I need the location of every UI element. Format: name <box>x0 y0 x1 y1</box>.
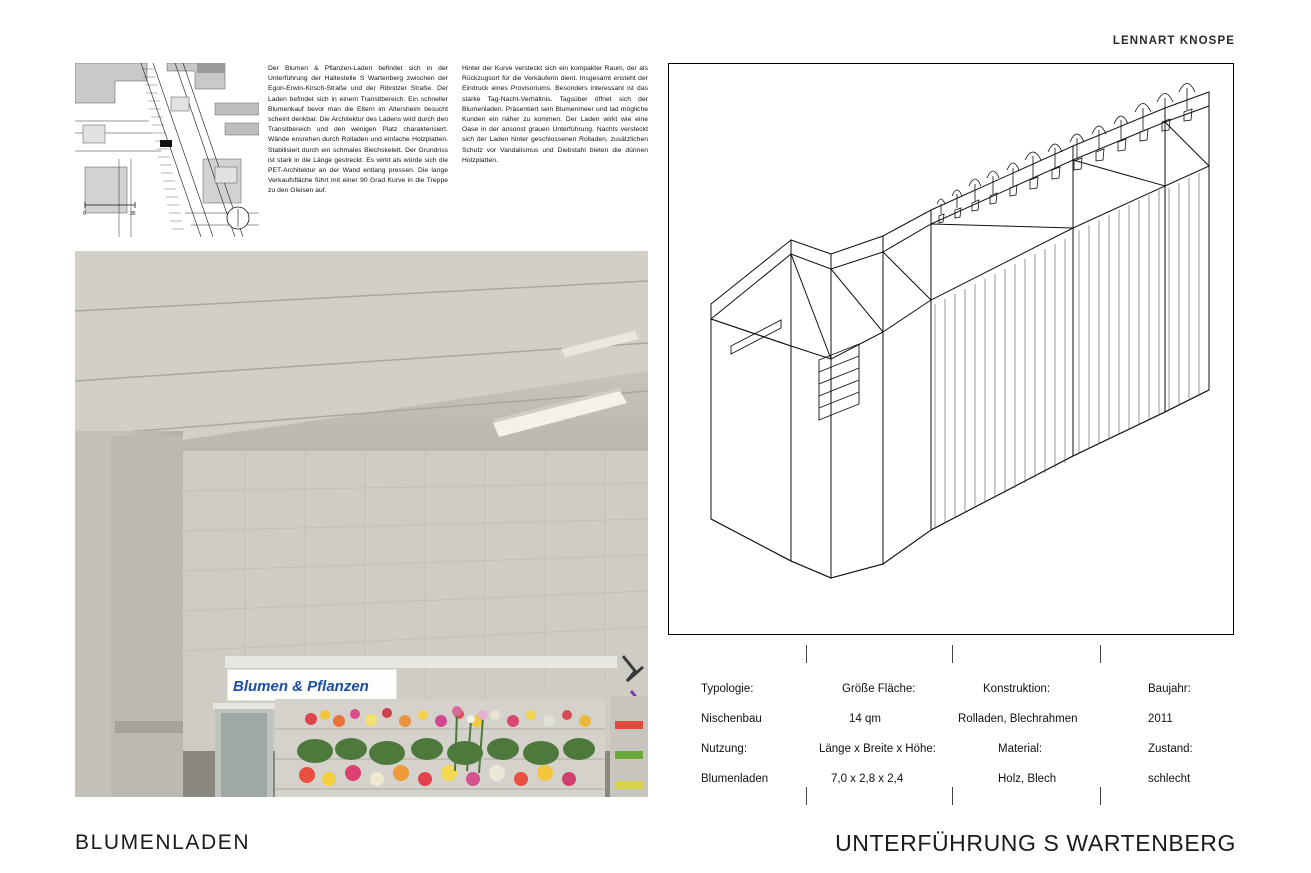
flower-shop-photo <box>75 251 648 797</box>
cell-material-value: Holz, Blech <box>998 773 1057 785</box>
cell-baujahr-label: Baujahr: <box>1148 683 1191 695</box>
cell-nutzung-label: Nutzung: <box>701 743 748 755</box>
cell-zustand-label: Zustand: <box>1148 743 1193 755</box>
svg-text:Blumen & Pflanzen: Blumen & Pflanzen <box>233 678 369 695</box>
cell-material-label: Material: <box>998 743 1043 755</box>
cell-baujahr-value: 2011 <box>1148 713 1173 725</box>
cell-konstruktion-label: Konstruktion: <box>983 683 1051 695</box>
author-name: LENNART KNOSPE <box>1112 35 1235 47</box>
table-divider <box>952 645 953 663</box>
cell-konstruktion-value: Rolladen, Blechrahmen <box>958 713 1078 725</box>
cell-typologie-value: Nischenbau <box>701 713 762 725</box>
project-title: BLUMENLADEN <box>75 831 251 854</box>
north-marker-icon <box>227 207 249 229</box>
table-divider <box>1100 645 1101 663</box>
plant-row <box>937 84 1195 224</box>
location-title: UNTERFÜHRUNG S WARTENBERG <box>835 830 1236 856</box>
cell-nutzung-value: Blumenladen <box>701 773 769 785</box>
cell-dimensions-value: 7,0 x 2,8 x 2,4 <box>831 773 904 785</box>
table-divider <box>806 645 807 663</box>
cell-zustand-value: schlecht <box>1148 773 1191 785</box>
cell-flaeche-label: Größe Fläche: <box>842 683 916 695</box>
cell-dimensions-label: Länge x Breite x Höhe: <box>819 743 936 755</box>
table-divider <box>1100 787 1101 805</box>
axonometric-drawing <box>668 63 1234 635</box>
description-column-1: Der Blumen & Pflanzen-Laden befindet sich in der Unterführung der Haltestelle S Wartenberg zwischen der Egon-Erwin-Kirsch-Straße und der Ribnitzer Straße. Der Laden befindet sich in einem Transitbereich. Ein schneller Blumenkauf bevor man die Eltern im Altersheim besucht scheint denkbar. Die Architektur des Ladens wird durch den Transitbereich und den wenigen Platz charakterisiert. Wände ensrehen durch Rolladen und einfache Holzplatten. Stabilisiert durch ein schmales Blechskelett. Der Grundriss ist stark in die Länge gestreckt. Es wirkt als würde sich die PET-Architektur an der Wand entlang pressen. Die lange Verkaufsfläche führt mit einer 90 Grad Kurve in die Treppe zu den Gleisen auf. <box>268 65 448 195</box>
cell-typologie-label: Typologie: <box>701 683 754 695</box>
specifications-table <box>668 645 1234 805</box>
scale-max-label: 35 <box>130 211 136 217</box>
scale-min-label: 0 <box>83 211 86 217</box>
shop-sign <box>227 669 397 701</box>
table-divider <box>952 787 953 805</box>
shop-location-marker <box>160 140 172 147</box>
cell-flaeche-value: 14 qm <box>849 713 881 725</box>
table-divider <box>806 787 807 805</box>
description-column-2: Hinter der Kurve versteckt sich ein kompakter Raum, der als Rückzugsort für die Verkäuferin dient. Insgesamt ensteht der Eindruck eines Provisoriums. Besonders interessant ist das starke Tag-Nacht-Verhältnis. Tagsüber öffnet sich der Blumenladen. Präsentiert sein Blumenmeer und lad mögliche Kunden ein näher zu kommen. Der Laden wirkt wie eine Oase in der ansonst grauen Unterführung. Nachts versteckt sich der Laden hinter geschlossenen Rolladen, zusätzlichen Schutz vor Vandalismus und Diebstahl bieten die dünnen Holzplatten. <box>462 65 648 164</box>
site-plan-drawing <box>75 63 259 237</box>
